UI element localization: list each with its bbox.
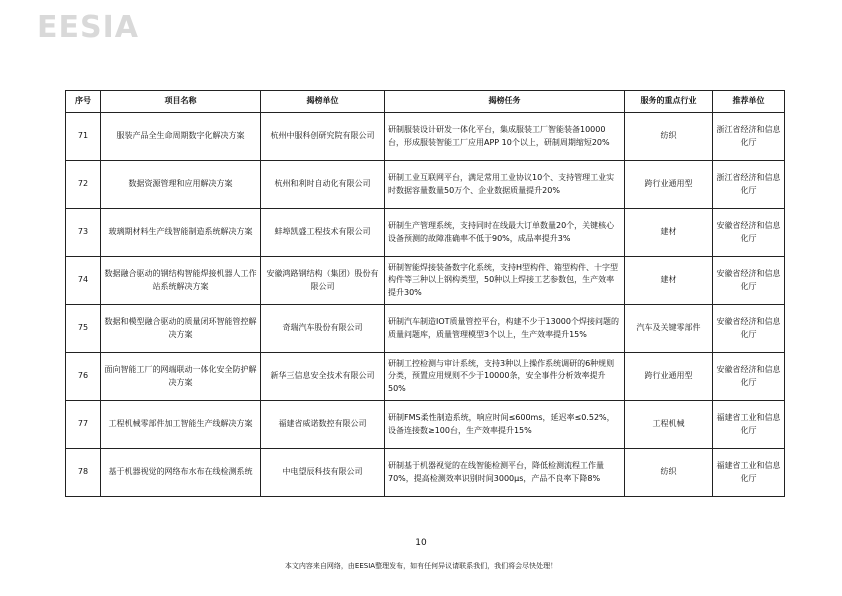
col-header-unit: 揭榜单位 (261, 91, 385, 113)
cell-task: 研制生产管理系统，支持同时在线最大订单数量20个，关键核心设备预测的故障准确率不低于90%，成品率提升3% (385, 209, 625, 257)
table-row (66, 353, 785, 401)
cell-project-name: 工程机械零部件加工智能生产线解决方案 (101, 401, 261, 449)
table-row (66, 113, 785, 161)
cell-recommender: 福建省工业和信息化厅 (713, 449, 785, 497)
col-header-recommender: 推荐单位 (713, 91, 785, 113)
cell-task: 研制汽车制造IOT质量管控平台，构建不少于13000个焊接问题的质量问题库，质量管理模型3个以上，生产效率提升15% (385, 305, 625, 353)
cell-unit: 杭州中服科创研究院有限公司 (261, 113, 385, 161)
col-header-task: 揭榜任务 (385, 91, 625, 113)
cell-project-name: 数据和模型融合驱动的质量闭环智能管控解决方案 (101, 305, 261, 353)
col-header-industry: 服务的重点行业 (625, 91, 713, 113)
project-table (65, 90, 785, 497)
cell-project-name: 数据融合驱动的钢结构智能焊接机器人工作站系统解决方案 (101, 257, 261, 305)
table-row (66, 161, 785, 209)
cell-no: 75 (66, 305, 101, 353)
cell-unit: 蚌埠凯盛工程技术有限公司 (261, 209, 385, 257)
cell-recommender: 安徽省经济和信息化厅 (713, 257, 785, 305)
table-row (66, 449, 785, 497)
table-row (66, 209, 785, 257)
cell-industry: 建材 (625, 209, 713, 257)
cell-recommender: 安徽省经济和信息化厅 (713, 353, 785, 401)
col-header-no: 序号 (66, 91, 101, 113)
cell-industry: 跨行业通用型 (625, 353, 713, 401)
eesia-logo: EESIA (37, 10, 139, 45)
cell-industry: 建材 (625, 257, 713, 305)
cell-unit: 杭州和利时自动化有限公司 (261, 161, 385, 209)
cell-recommender: 浙江省经济和信息化厅 (713, 113, 785, 161)
cell-task: 研制智能焊接装备数字化系统，支持H型构件、箱型构件、十字型构件等三种以上钢构类型，50种以上焊接工艺参数包，生产效率提升30% (385, 257, 625, 305)
cell-task: 研制基于机器视觉的在线智能检测平台，降低检测流程工作量70%，提高检测效率识别时间3000μs，产品不良率下降8% (385, 449, 625, 497)
cell-no: 73 (66, 209, 101, 257)
cell-project-name: 基于机器视觉的网络布水布在线检测系统 (101, 449, 261, 497)
table-header-row (66, 91, 785, 113)
cell-no: 78 (66, 449, 101, 497)
table-row (66, 401, 785, 449)
cell-unit: 奇瑞汽车股份有限公司 (261, 305, 385, 353)
cell-unit: 安徽鸿路钢结构（集团）股份有限公司 (261, 257, 385, 305)
cell-task: 研制工业互联网平台，满足常用工业协议10个、支持管理工业实时数据容量数量50万个、企业数据质量提升20% (385, 161, 625, 209)
cell-project-name: 数据资源管理和应用解决方案 (101, 161, 261, 209)
cell-no: 77 (66, 401, 101, 449)
cell-no: 72 (66, 161, 101, 209)
cell-industry: 纺织 (625, 113, 713, 161)
cell-project-name: 服装产品全生命周期数字化解决方案 (101, 113, 261, 161)
cell-recommender: 安徽省经济和信息化厅 (713, 209, 785, 257)
cell-unit: 中电望辰科技有限公司 (261, 449, 385, 497)
cell-project-name: 面向智能工厂的网端联动一体化安全防护解决方案 (101, 353, 261, 401)
col-header-project-name: 项目名称 (101, 91, 261, 113)
cell-no: 74 (66, 257, 101, 305)
cell-industry: 工程机械 (625, 401, 713, 449)
cell-unit: 福建省威诺数控有限公司 (261, 401, 385, 449)
footer-disclaimer: 本文内容来自网络，由EESIA整理发布，如有任何异议请联系我们，我们将会尽快处理！ (284, 562, 558, 570)
cell-industry: 跨行业通用型 (625, 161, 713, 209)
cell-industry: 汽车及关键零部件 (625, 305, 713, 353)
table-row (66, 305, 785, 353)
cell-recommender: 安徽省经济和信息化厅 (713, 305, 785, 353)
cell-task: 研制FMS柔性制造系统，响应时间≤600ms，延迟率≤0.52%，设备连接数≥100台，生产效率提升15% (385, 401, 625, 449)
cell-task: 研制服装设计研发一体化平台，集成服装工厂智能装备10000台，形成服装智能工厂应用APP 10个以上，研制周期缩短20% (385, 113, 625, 161)
page-number: 10 (415, 538, 427, 548)
cell-project-name: 玻璃期材料生产线智能制造系统解决方案 (101, 209, 261, 257)
cell-recommender: 浙江省经济和信息化厅 (713, 161, 785, 209)
table-row (66, 257, 785, 305)
cell-no: 76 (66, 353, 101, 401)
cell-no: 71 (66, 113, 101, 161)
cell-unit: 新华三信息安全技术有限公司 (261, 353, 385, 401)
cell-industry: 纺织 (625, 449, 713, 497)
cell-recommender: 福建省工业和信息化厅 (713, 401, 785, 449)
cell-task: 研制工控检测与审计系统，支持3种以上操作系统调研的6种规则分类，预置应用规则不少于10000条，安全事件分析效率提升50% (385, 353, 625, 401)
